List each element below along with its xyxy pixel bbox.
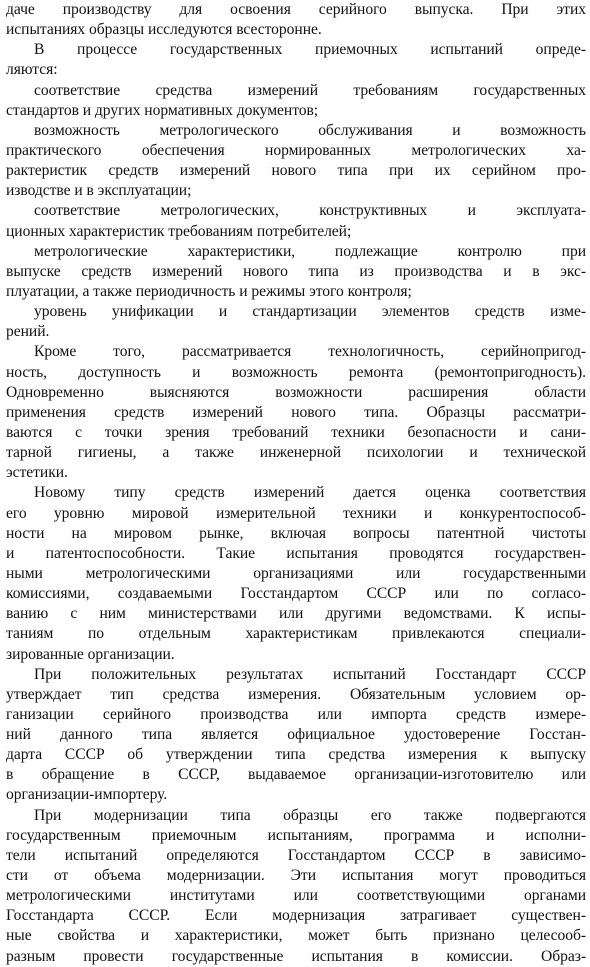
text-line: ляются: bbox=[6, 61, 58, 79]
text-line: рактеристик средств измерений нового типа при их серийном про- bbox=[6, 162, 586, 180]
text-line: метрологические характеристики, подлежащие контролю при bbox=[34, 242, 586, 260]
text-line: ность, доступность и возможность ремонта (ремонтопригодность). bbox=[6, 363, 586, 381]
text-line: изводстве и в эксплуатации; bbox=[6, 182, 192, 200]
text-line: соответствие средства измерений требованиям государственных bbox=[34, 81, 586, 99]
text-line: разным провести государственные испытания в комиссии. Образ- bbox=[6, 947, 586, 965]
text-line: зированные организации. bbox=[6, 645, 175, 663]
text-line: ний данного типа является официальное удостоверение Госстан- bbox=[6, 726, 586, 744]
text-line: При положительных результатах испытаний Госстандарт СССР bbox=[34, 665, 586, 683]
text-line: выпуске средств измерений нового типа из производства и в экс- bbox=[6, 262, 586, 280]
text-line: тарной гигиены, а также инженерной психологии и технической bbox=[6, 444, 586, 462]
text-line: тели испытаний определяются Госстандартом СССР в зависимо- bbox=[6, 846, 586, 864]
text-line: в обращение в СССР, выдаваемое организации-изготовителю или bbox=[6, 766, 586, 784]
text-line: стандартов и других нормативных документов; bbox=[6, 101, 319, 119]
text-line: государственным приемочным испытаниям, программа и исполни- bbox=[6, 826, 586, 844]
text-line: практического обеспечения нормированных метрологических ха- bbox=[6, 141, 586, 159]
text-line: В процессе государственных приемочных испытаний опреде- bbox=[34, 41, 586, 59]
text-line: Одновременно выясняются возможности расширения области bbox=[6, 383, 586, 401]
text-line: сти от объема модернизации. Эти испытания могут проводиться bbox=[6, 867, 586, 885]
text-line: ционных характеристик требованиям потребителей; bbox=[6, 222, 352, 240]
text-line: ные свойства и характеристики, может быть признано целесооб- bbox=[6, 927, 586, 945]
text-line: даче производству для освоения серийного выпуска. При этих bbox=[6, 1, 586, 18]
document-page bbox=[6, 0, 586, 967]
text-line: ванию с ним министерствами или другими ведомствами. К испы- bbox=[6, 605, 586, 623]
text-line: При модернизации типа образцы его также подвергаются bbox=[34, 806, 586, 824]
text-line: ными метрологическими организациями или государственными bbox=[6, 564, 586, 582]
text-line: его уровню мировой измерительной техники и конкурентоспособ- bbox=[6, 504, 586, 522]
text-line: организации-импортеру. bbox=[6, 786, 168, 804]
text-line: плуатации, а также периодичность и режимы этого контроля; bbox=[6, 282, 412, 300]
text-line: применения средств измерений нового типа. Образцы рассматри- bbox=[6, 403, 586, 421]
text-line: возможность метрологического обслуживания и возможность bbox=[34, 121, 586, 139]
text-line: таниям по отдельным характеристикам привлекаются специали- bbox=[6, 625, 586, 643]
text-line: рений. bbox=[6, 323, 50, 341]
text-line: метрологическими институтами или соответствующими органами bbox=[6, 887, 586, 905]
text-line: ности на мировом рынке, включая вопросы патентной чистоты bbox=[6, 524, 586, 542]
text-line: комиссиями, создаваемыми Госстандартом СССР или по согласо- bbox=[6, 585, 586, 603]
text-line: и патентоспособности. Такие испытания проводятся государствен- bbox=[6, 544, 586, 562]
text-line: утверждает тип средства измерения. Обязательным условием ор- bbox=[6, 685, 586, 703]
text-line: ганизации серийного производства или импорта средств измере- bbox=[6, 705, 586, 723]
text-line: Новому типу средств измерений дается оценка соответствия bbox=[34, 484, 586, 502]
text-line: соответствие метрологических, конструктивных и эксплуата- bbox=[34, 202, 586, 220]
text-line: дарта СССР об утверждении типа средства измерения к выпуску bbox=[6, 746, 586, 764]
text-line: испытаниях образцы исследуются всесторонне. bbox=[6, 21, 322, 39]
text-line: эстетики. bbox=[6, 464, 68, 482]
text-line: ваются с точки зрения требований техники безопасности и сани- bbox=[6, 423, 586, 441]
text-line: Госстандарта СССР. Если модернизация затрагивает существен- bbox=[6, 907, 586, 925]
text-line: Кроме того, рассматривается технологичность, серийнопригод- bbox=[34, 343, 586, 361]
text-line: уровень унификации и стандартизации элементов средств изме- bbox=[34, 303, 586, 321]
